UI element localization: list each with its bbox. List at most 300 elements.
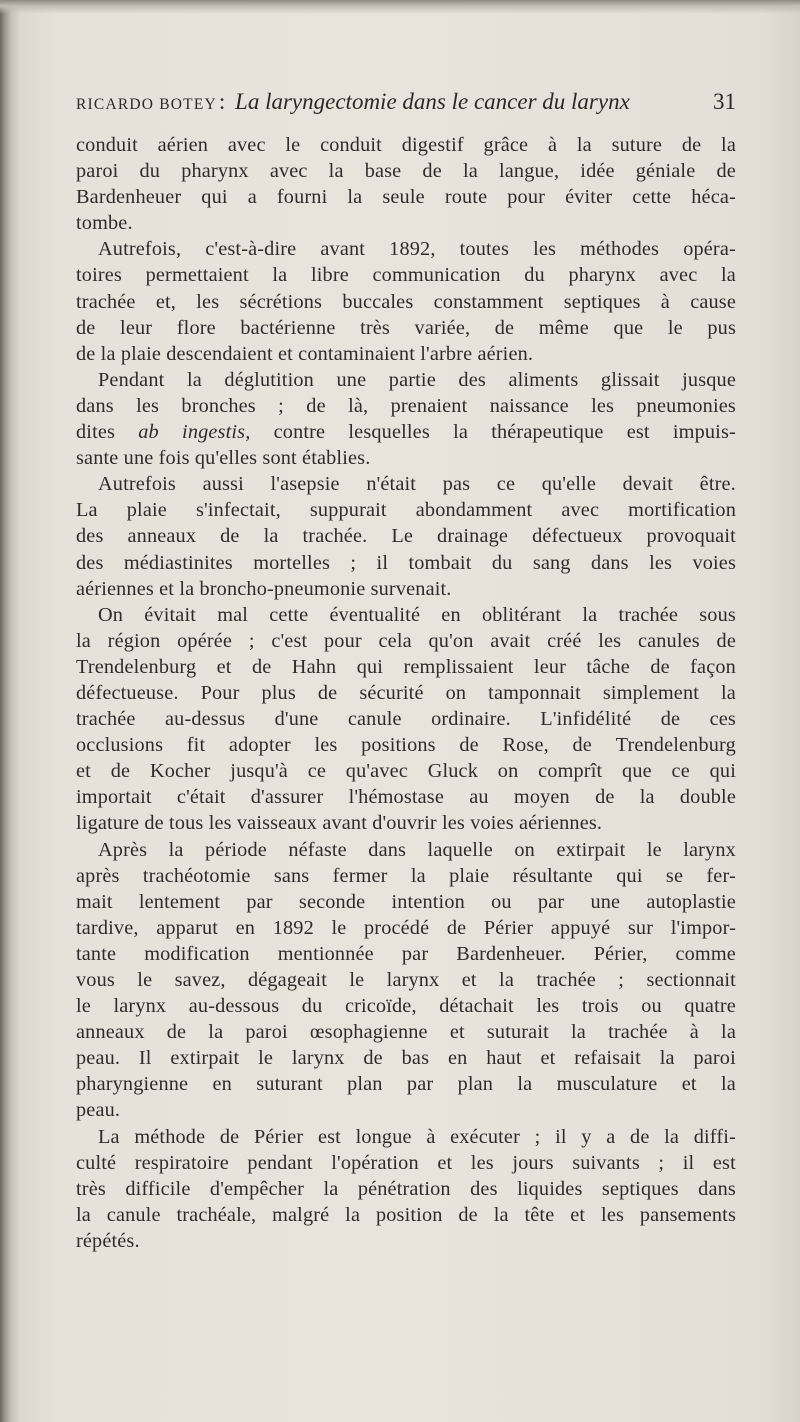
text-word: l'asepsie (270, 473, 340, 496)
text-word: défectueuse. (76, 681, 179, 704)
running-head (76, 84, 736, 120)
text-word: trachée (608, 1021, 668, 1044)
text-word: dans (590, 551, 629, 574)
text-word: cela (378, 629, 412, 652)
text-word: survenait. (370, 577, 452, 600)
text-word: double (679, 786, 736, 809)
text-word: pas (442, 473, 471, 496)
text-word: la (720, 264, 736, 287)
text-word: position (375, 1203, 443, 1226)
text-word: le (646, 838, 662, 861)
text-word: Hahn (291, 655, 337, 678)
text-word: les (314, 734, 338, 757)
text-word: l'impor- (670, 916, 736, 939)
text-word: mentionnée (277, 942, 374, 965)
text-word: fois (158, 447, 195, 470)
text-word: trachée (76, 708, 136, 731)
text-word: glissait (600, 368, 660, 391)
running-head-title: La laryngectomie dans le cancer du larynx (235, 89, 630, 114)
text-word: opéra- (683, 238, 736, 261)
text-word: fermer (332, 864, 388, 887)
text-word: la (453, 421, 468, 444)
text-word: apparut (156, 916, 219, 939)
text-word: répétés. (76, 1229, 140, 1252)
running-head-author: RICARDO BOTEY (76, 96, 217, 113)
text-word: il (682, 1151, 695, 1174)
text-word: suivants (572, 1151, 640, 1174)
text-word: la (582, 603, 598, 626)
text-word: avec (269, 160, 308, 183)
text-word: trachéotomie (142, 864, 251, 887)
text-word: la (721, 134, 736, 156)
text-word: après (76, 864, 120, 887)
text-word: larynx (683, 838, 736, 861)
text-word: ; (350, 551, 357, 574)
text-word: en (447, 1047, 468, 1070)
text-word: l'arbre (420, 342, 478, 365)
text-word: Bardenheuer (76, 186, 182, 209)
text-word: occlusions (76, 734, 164, 757)
text-line (76, 341, 736, 367)
text-word: a (606, 1125, 616, 1148)
text-word: Rose, (502, 734, 549, 757)
text-word: avant (322, 812, 373, 835)
text-word: à (547, 134, 558, 156)
text-word: tête (524, 1203, 555, 1226)
text-word: Gluck (427, 760, 479, 783)
text-word: moyen (513, 786, 570, 809)
text-word: de (317, 681, 338, 704)
text-word: vaisseaux (236, 812, 323, 835)
text-word: aériennes (76, 577, 160, 600)
text-word: descendaient (166, 342, 278, 365)
text-word: tâche (586, 655, 630, 678)
text-word: leur (533, 655, 567, 678)
body-text (76, 132, 736, 1254)
text-line (76, 680, 736, 706)
text-line (76, 315, 736, 341)
text-line (76, 758, 736, 784)
text-word: On (98, 603, 124, 626)
running-head-separator: : (218, 89, 226, 114)
text-word: ; (278, 394, 284, 417)
text-word: là, (348, 394, 369, 417)
text-word: par (406, 1073, 434, 1096)
text-word: les (591, 394, 615, 417)
text-word: que (613, 316, 644, 339)
text-word: les (598, 629, 622, 652)
text-word: devait (622, 473, 674, 496)
text-word: prenaient (390, 394, 468, 417)
text-word: dégageait (247, 969, 328, 991)
text-word: larynx (291, 1047, 345, 1070)
text-word: sans (273, 864, 310, 887)
text-word: longue (355, 1125, 412, 1148)
text-word: œsophagienne (309, 1021, 428, 1044)
text-line (76, 941, 736, 967)
text-line (76, 732, 736, 758)
text-word: extirpait (556, 838, 626, 861)
text-word: ces (709, 708, 736, 731)
text-word: la (571, 1021, 586, 1044)
text-word: trachée (76, 290, 136, 313)
text-word: extirpait (170, 1047, 240, 1070)
text-line (76, 262, 736, 288)
text-word: c'est-à-dire (205, 238, 297, 261)
text-line (76, 393, 736, 419)
text-word: s'infectait, (195, 499, 281, 522)
text-word: anneaux (127, 525, 197, 548)
text-word: de (306, 394, 326, 417)
text-word: la (263, 525, 279, 548)
text-line (76, 1176, 736, 1202)
text-word: ou (491, 890, 512, 913)
text-word: larynx (386, 969, 440, 991)
text-word: digestif (401, 134, 464, 156)
text-word: est (317, 1125, 341, 1148)
text-word: la (576, 134, 592, 156)
text-word: de (76, 342, 101, 365)
text-word: qu'avec (345, 760, 408, 783)
text-word: exécuter (450, 1125, 520, 1148)
text-line (76, 1124, 736, 1150)
text-word: c'est (271, 629, 308, 652)
text-word: de (681, 134, 702, 156)
text-line (76, 602, 736, 628)
text-word: de (660, 708, 681, 731)
text-word: Après (98, 838, 148, 861)
text-word: plan (457, 1073, 494, 1096)
text-word: les (208, 812, 237, 835)
text-word: pharyngienne (76, 1073, 189, 1096)
text-word: défectueux (532, 525, 623, 548)
text-word: et (216, 655, 232, 678)
text-word: Kocher (149, 760, 211, 783)
text-word: dites (76, 421, 116, 444)
text-word: les (649, 551, 673, 574)
text-word: provoquait (646, 525, 736, 548)
text-word: et (159, 577, 180, 600)
text-word: du (139, 160, 161, 183)
text-word: la (76, 1203, 91, 1226)
text-word: tous (169, 812, 209, 835)
text-word: partie (388, 368, 436, 391)
text-word: Pour (200, 681, 240, 704)
text-word: comme (675, 942, 736, 965)
text-word: ; (618, 969, 625, 991)
text-word: sous (699, 603, 736, 626)
text-word: culté (76, 1151, 117, 1174)
text-line (76, 967, 736, 993)
text-word: région (107, 629, 161, 652)
text-line (76, 1202, 736, 1228)
text-word: éventualité (329, 603, 421, 626)
text-word: oblitérant (481, 603, 562, 626)
text-word: jours (512, 1151, 554, 1174)
text-word: suppurait (309, 499, 387, 522)
text-word: établies. (302, 447, 371, 470)
text-word: trachée (536, 969, 596, 991)
text-word: avec (659, 264, 698, 287)
text-word: des (458, 368, 486, 391)
text-word: d'assurer (250, 786, 324, 809)
text-line (76, 993, 736, 1019)
text-word: de (76, 316, 96, 339)
text-line (76, 236, 736, 262)
text-word: ce (307, 760, 327, 783)
text-word: lentement (138, 890, 221, 913)
text-line (76, 445, 736, 471)
text-word: qui (356, 655, 384, 678)
text-word: et (681, 1073, 697, 1096)
text-word: on (445, 681, 467, 704)
text-word: les (196, 290, 220, 313)
text-word: avec (561, 499, 600, 522)
text-word: fer- (706, 864, 736, 887)
text-word: aériennes. (518, 812, 603, 835)
text-word: liquides (517, 1177, 583, 1200)
text-word: drainage (437, 525, 509, 548)
text-word: créé (547, 629, 582, 652)
text-word: façon (690, 655, 736, 678)
text-word: la (493, 1203, 509, 1226)
text-word: libre (310, 264, 349, 287)
text-word: la (347, 186, 363, 209)
text-word: de (446, 916, 467, 939)
text-word: vous (76, 969, 115, 991)
text-line (76, 523, 736, 549)
text-line (76, 576, 736, 602)
text-word: les (533, 238, 557, 261)
text-word: le (137, 969, 153, 991)
text-word: cause (690, 290, 736, 313)
text-word: suturant (256, 1073, 323, 1096)
text-word: diffi- (693, 1125, 736, 1148)
text-word: néfaste (288, 838, 347, 861)
text-line (76, 915, 736, 941)
text-word: savez, (174, 969, 226, 991)
text-word: de (422, 160, 442, 183)
text-word: trachéale, (176, 1203, 257, 1226)
text-word: abondamment (415, 499, 533, 522)
text-word: dans (368, 838, 407, 861)
text-word: Bardenheuer. (456, 942, 566, 965)
text-word: Autrefois, (98, 238, 182, 261)
text-word: canule (347, 708, 402, 731)
text-word: par (246, 890, 273, 913)
text-word: du (524, 264, 545, 287)
text-word: pansements (639, 1203, 736, 1226)
text-word: dans (76, 394, 114, 417)
text-word: communication (372, 264, 501, 287)
text-word: les (136, 394, 160, 417)
text-word: sur (627, 916, 654, 939)
text-word: des (470, 1177, 498, 1200)
text-word: et (461, 969, 477, 991)
text-word: variée, (414, 316, 471, 339)
text-word: il (555, 1125, 567, 1148)
text-word: de (716, 160, 736, 183)
text-line (76, 210, 736, 236)
text-word: cette (632, 186, 672, 209)
text-word: être. (699, 473, 736, 496)
text-word: pneumonies (636, 394, 736, 417)
text-word: 1892, (389, 238, 436, 261)
text-word: le (258, 1047, 274, 1070)
text-line (76, 654, 736, 680)
text-word: la (720, 1073, 736, 1096)
text-word: le (285, 134, 301, 156)
text-word: période (205, 838, 267, 861)
text-word: pour (507, 186, 546, 209)
text-word: fit (186, 734, 206, 757)
text-word: jusque (682, 368, 736, 391)
text-word: septiques (601, 1177, 679, 1200)
text-word: idée (580, 160, 615, 183)
text-word: la (659, 1047, 675, 1070)
text-word: même (538, 316, 589, 339)
text-line (76, 1228, 736, 1254)
text-word: aérien (157, 134, 209, 156)
text-word: flore (176, 316, 216, 339)
text-line (76, 471, 736, 497)
text-word: tombe. (76, 212, 133, 235)
text-word: et (278, 342, 299, 365)
text-word: respiratoire (134, 1151, 229, 1174)
text-word: canule (106, 1203, 161, 1226)
text-word: par (537, 890, 565, 913)
text-word: est (712, 1151, 736, 1174)
text-word: voies (470, 812, 519, 835)
text-line (76, 810, 736, 836)
text-line (76, 1071, 736, 1097)
text-word: septiques (563, 290, 641, 313)
text-word: très (76, 1177, 106, 1200)
text-word: la (186, 368, 202, 391)
text-word: haut (486, 1047, 522, 1070)
text-word: méthodes (580, 238, 660, 261)
text-word: La (98, 1125, 120, 1148)
text-word: aérien. (477, 342, 534, 365)
text-word: Pendant (98, 368, 165, 391)
text-word: éviter (565, 186, 613, 209)
text-word: seconde (298, 890, 366, 913)
text-word: refaisait (574, 1047, 641, 1070)
text-word: de (595, 786, 615, 809)
text-line (76, 784, 736, 810)
text-word: langue, (499, 160, 560, 183)
text-word: suture (611, 134, 663, 156)
text-word: la (100, 342, 121, 365)
text-word: les (470, 1151, 494, 1174)
text-word: à (660, 290, 670, 313)
text-word: médiastinites (123, 551, 233, 574)
text-word: et (437, 1151, 453, 1174)
text-word: tardive, (76, 916, 139, 939)
text-line (76, 628, 736, 654)
text-word: méthode (134, 1125, 206, 1148)
text-word: plus (261, 681, 296, 704)
text-word: trachée (618, 603, 679, 626)
text-word: une (590, 890, 621, 913)
text-word: fourni (276, 186, 328, 209)
text-word: qu'on (428, 629, 474, 652)
text-word: c'était (176, 786, 226, 809)
text-word: la (410, 864, 426, 887)
text-word: la (328, 160, 344, 183)
text-line (76, 1045, 736, 1071)
text-line (76, 706, 736, 732)
text-word: quatre (684, 995, 736, 1018)
text-word: en (212, 1073, 232, 1096)
text-word: cricoïde, (344, 995, 417, 1018)
text-word: toires (76, 264, 122, 287)
text-word: sante (76, 447, 124, 470)
text-word: peau. (76, 1099, 121, 1122)
text-word: de (219, 1125, 240, 1148)
text-word: paroi (245, 1021, 288, 1044)
text-word: malgré (272, 1203, 330, 1226)
page-binding-shadow (0, 0, 20, 1422)
text-word: le (76, 995, 91, 1018)
text-word: difficile (125, 1177, 191, 1200)
text-line (76, 132, 736, 158)
text-word: constamment (433, 290, 544, 313)
text-word: une (123, 447, 159, 470)
text-word: lesquelles (348, 421, 430, 444)
text-word: positions (361, 734, 436, 757)
text-line (76, 367, 736, 393)
text-word: laquelle (427, 838, 493, 861)
text-word: tombait (408, 551, 472, 574)
text-word: la (179, 577, 200, 600)
text-word: Périer (253, 1125, 304, 1148)
text-word: seule (382, 186, 425, 209)
text-word: se (665, 864, 684, 887)
text-word: anneaux (76, 1021, 145, 1044)
text-word: pendant (247, 1151, 313, 1174)
text-word: que (622, 760, 652, 783)
text-word: on (514, 838, 535, 861)
text-word: modification (144, 942, 250, 965)
text-word: très (360, 316, 390, 339)
text-word: importait (76, 786, 152, 809)
text-word: la (517, 1073, 533, 1096)
text-word: le (667, 316, 683, 339)
text-word: la (499, 969, 514, 991)
text-word: cette (269, 603, 309, 626)
text-word: autoplastie (646, 890, 736, 913)
text-word: la (462, 160, 478, 183)
text-word: adopter (228, 734, 291, 757)
text-word: plaie (449, 864, 490, 887)
text-word: l'hémostase (348, 786, 444, 809)
text-word: de (459, 734, 479, 757)
text-word: résultante (512, 864, 593, 887)
text-word: comprît (538, 760, 603, 783)
text-word: intention (391, 890, 465, 913)
text-word: thérapeutique (491, 421, 604, 444)
text-word: qu'elle (541, 473, 596, 496)
text-line (76, 837, 736, 863)
text-word: canules (637, 629, 700, 652)
text-word: ce (671, 760, 690, 783)
text-word: toutes (459, 238, 509, 261)
text-word: on (497, 760, 519, 783)
text-word: bronches (181, 394, 256, 417)
text-word: paroi (693, 1047, 736, 1070)
text-word: la (639, 786, 655, 809)
